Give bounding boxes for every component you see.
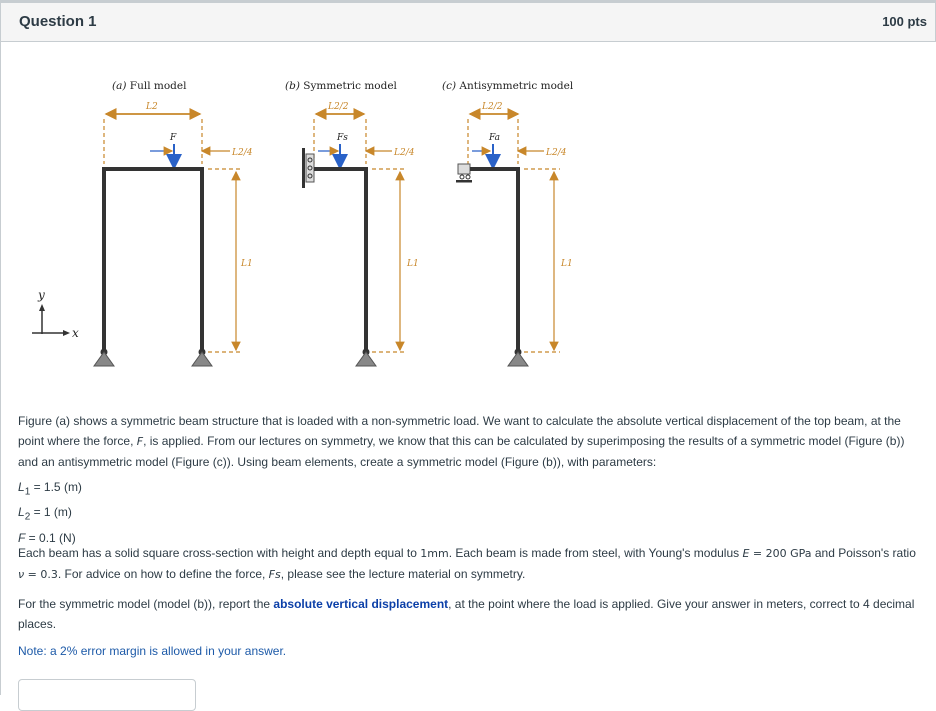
axis-x-label: x: [72, 326, 79, 340]
question-header: [0, 3, 936, 42]
highlight-displacement: absolute vertical displacement: [273, 597, 449, 611]
paragraph-intro: [18, 411, 923, 472]
panel-b-title: (b) Symmetric model: [285, 80, 397, 92]
axis-x-head: [63, 330, 70, 336]
dim-quarter-label: L2/4: [546, 148, 567, 158]
param-f: F = 0.1 (N): [18, 530, 76, 545]
math-F: F: [136, 435, 144, 448]
ground: [456, 180, 472, 183]
paragraph-material: Each beam has a solid square cross-section with height and depth equal to 1mm. Each beam is made from steel, with Young's modulus E = 200 GPa and Poisson's ratio ν = 0.3. For advice on how to define the force, Fs, please see the lecture material on symmetry.: [18, 546, 916, 581]
panel-c: [442, 80, 574, 366]
force-label: F: [170, 133, 177, 143]
frame: [104, 169, 202, 352]
dim-l1-label: L1: [407, 259, 419, 269]
panel-a-title: (a) Full model: [112, 80, 187, 92]
roller-1: [460, 175, 464, 179]
intro-text-a: Figure (a) shows a symmetric beam structure that is loaded with a non-symmetric load. We want to calculate the absolute vertical displacement of the top beam, at the point where the force,: [18, 414, 901, 448]
force-label: Fs: [337, 133, 348, 143]
panel-b: [285, 80, 419, 366]
roller-2: [466, 175, 470, 179]
dim-half-label: L2/2: [328, 102, 349, 112]
math-mm: 1mm: [420, 547, 449, 560]
math-E: E: [742, 547, 750, 560]
intro-text-b: , is applied. From our lectures on symmetry, we know that this can be calculated by superimposing the results of a symmetric model (Figure (b)) and an antisymmetric model (Figure (c)). Using beam elements, create a symmetric model (Figure (b)), with parameters:: [18, 434, 905, 469]
answer-input[interactable]: [18, 679, 196, 711]
dim-l2-label: L2: [146, 102, 158, 112]
note-error-margin: Note: a 2% error margin is allowed in your answer.: [18, 644, 287, 658]
left-border: [0, 41, 1, 695]
wall: [302, 148, 305, 188]
axis-y-label: y: [38, 288, 45, 302]
dim-quarter-label: L2/4: [232, 148, 253, 158]
dim-l1-label: L1: [241, 259, 253, 269]
beam-figure: [20, 72, 620, 377]
param-l2: $L_2 = 1$ (m): [18, 505, 72, 523]
frame: [470, 169, 518, 352]
support: [508, 352, 528, 366]
param-l1: $L_1 = 1.5$ (m): [18, 480, 82, 498]
question-points: 100 pts: [882, 14, 927, 29]
frame: [314, 169, 366, 352]
paragraph-task: For the symmetric model (model (b)), report the absolute vertical displacement, at the point where the load is applied. Give your answer in meters, correct to 4 decimal places.: [18, 597, 915, 631]
support-left: [94, 352, 114, 366]
force-label: Fa: [489, 133, 500, 143]
dim-half-label: L2/2: [482, 102, 503, 112]
math-Fs: Fs: [268, 568, 281, 581]
support-right: [192, 352, 212, 366]
parameter-list: [18, 477, 923, 548]
support: [356, 352, 376, 366]
roller-block: [458, 164, 470, 174]
panel-c-title: (c) Antisymmetric model: [442, 80, 574, 92]
dim-l1-label: L1: [561, 259, 573, 269]
axis-y-head: [39, 304, 45, 311]
math-nu: ν: [18, 568, 25, 581]
dim-quarter-label: L2/4: [394, 148, 415, 158]
question-title: Question 1: [19, 13, 97, 30]
panel-a: [32, 80, 253, 366]
